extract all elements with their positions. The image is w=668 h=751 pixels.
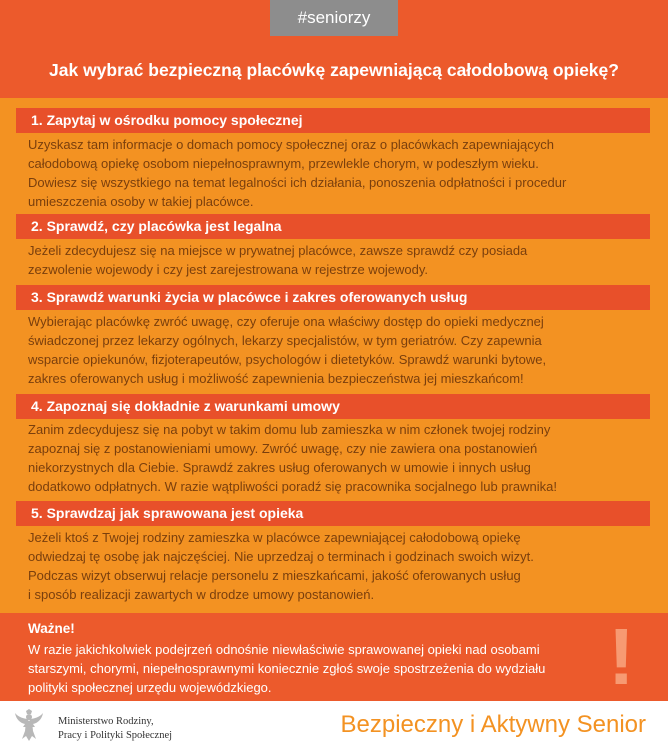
tips-panel xyxy=(0,98,668,613)
ministry-line: Pracy i Polityki Społecznej xyxy=(58,730,173,741)
section-1-line: Uzyskasz tam informacje o domach pomocy społecznej oraz o placówkach zapewniających xyxy=(28,137,555,152)
warning-line: W razie jakichkolwiek podejrzeń odnośnie niewłaściwie sprawowanej opieki nad osobami xyxy=(28,642,540,657)
section-2-line: Jeżeli zdecydujesz się na miejsce w prywatnej placówce, zawsze sprawdź czy posiada xyxy=(28,243,528,258)
section-2-line: zezwolenie wojewody i czy jest zarejestrowana w rejestrze wojewody. xyxy=(28,262,429,277)
warning-line: starszymi, chorymi, niepełnosprawnymi koniecznie zgłoś swoje spostrzeżenia do wydziału xyxy=(28,661,546,676)
section-3-line: świadczonej przez lekarzy ogólnych, lekarzy specjalistów, w tym geriatrów. Czy zapewnia xyxy=(28,333,542,348)
section-1-line: całodobową opiekę osobom niepełnosprawnym, przewlekle chorym, w podeszłym wieku. xyxy=(28,156,539,171)
warning-box xyxy=(0,613,668,701)
section-3-line: zakres oferowanych usług i możliwość zapewnienia bezpieczeństwa jej mieszkańcom! xyxy=(28,371,524,386)
section-3-line: Wybierając placówkę zwróć uwagę, czy oferuje ona właściwy dostęp do opieki medycznej xyxy=(28,314,544,329)
ministry-line: Ministerstwo Rodziny, xyxy=(58,716,154,727)
section-5-line: i sposób realizacji zawartych w drodze umowy postanowień. xyxy=(28,587,375,602)
ministry-name xyxy=(58,715,172,743)
section-5-heading: 5. Sprawdzaj jak sprawowana jest opieka xyxy=(16,501,650,526)
section-4-line: Zanim zdecydujesz się na pobyt w takim domu lub zamieszka w nim członek twojej rodziny xyxy=(28,422,551,437)
warning-line: polityki społecznej urzędu wojewódzkiego. xyxy=(28,680,272,695)
warning-title: Ważne! xyxy=(28,621,75,636)
hashtag-tag: #seniorzy xyxy=(270,0,398,36)
section-3-text xyxy=(28,312,648,388)
section-1-heading: 1. Zapytaj w ośrodku pomocy społecznej xyxy=(16,108,650,133)
section-2-text xyxy=(28,241,648,279)
section-1-text xyxy=(28,135,648,211)
section-5-line: Jeżeli ktoś z Twojej rodziny zamieszka w placówce zapewniającej całodobową opiekę xyxy=(28,530,521,545)
section-4-heading: 4. Zapoznaj się dokładnie z warunkami umowy xyxy=(16,394,650,419)
section-5-text xyxy=(28,528,648,604)
section-5-line: odwiedzaj tę osobę jak najczęściej. Nie uprzedzaj o terminach i godzinach swoich wizyt. xyxy=(28,549,534,564)
section-4-text xyxy=(28,420,648,496)
header-band xyxy=(0,0,668,98)
eagle-emblem-icon xyxy=(14,709,44,743)
warning-text xyxy=(28,640,545,697)
page-title: Jak wybrać bezpieczną placówkę zapewniającą całodobową opiekę? xyxy=(49,60,619,80)
footer xyxy=(0,701,668,751)
section-1-line: Dowiesz się wszystkiego na temat legalności ich działania, ponoszenia odpłatności i procedur xyxy=(28,175,567,190)
exclamation-icon: ! xyxy=(608,613,635,701)
section-4-line: zapoznaj się z postanowieniami umowy. Zwróć uwagę, czy nie zawiera ona postanowień xyxy=(28,441,538,456)
section-2-heading: 2. Sprawdź, czy placówka jest legalna xyxy=(16,214,650,239)
section-5-line: Podczas wizyt obserwuj relacje personelu z mieszkańcami, jakość oferowanych usług xyxy=(28,568,521,583)
campaign-brand: Bezpieczny i Aktywny Senior xyxy=(340,711,646,738)
section-3-heading: 3. Sprawdź warunki życia w placówce i zakres oferowanych usług xyxy=(16,285,650,310)
section-4-line: niekorzystnych dla Ciebie. Sprawdź zakres usług oferowanych w umowie i innych usług xyxy=(28,460,531,475)
section-4-line: dodatkowo odpłatnych. W razie wątpliwości poradź się pracownika socjalnego lub prawnika! xyxy=(28,479,557,494)
section-1-line: umieszczenia osoby w takiej placówce. xyxy=(28,194,254,209)
section-3-line: wsparcie opiekunów, fizjoterapeutów, psychologów i dietetyków. Sprawdź warunki bytowe, xyxy=(28,352,547,367)
